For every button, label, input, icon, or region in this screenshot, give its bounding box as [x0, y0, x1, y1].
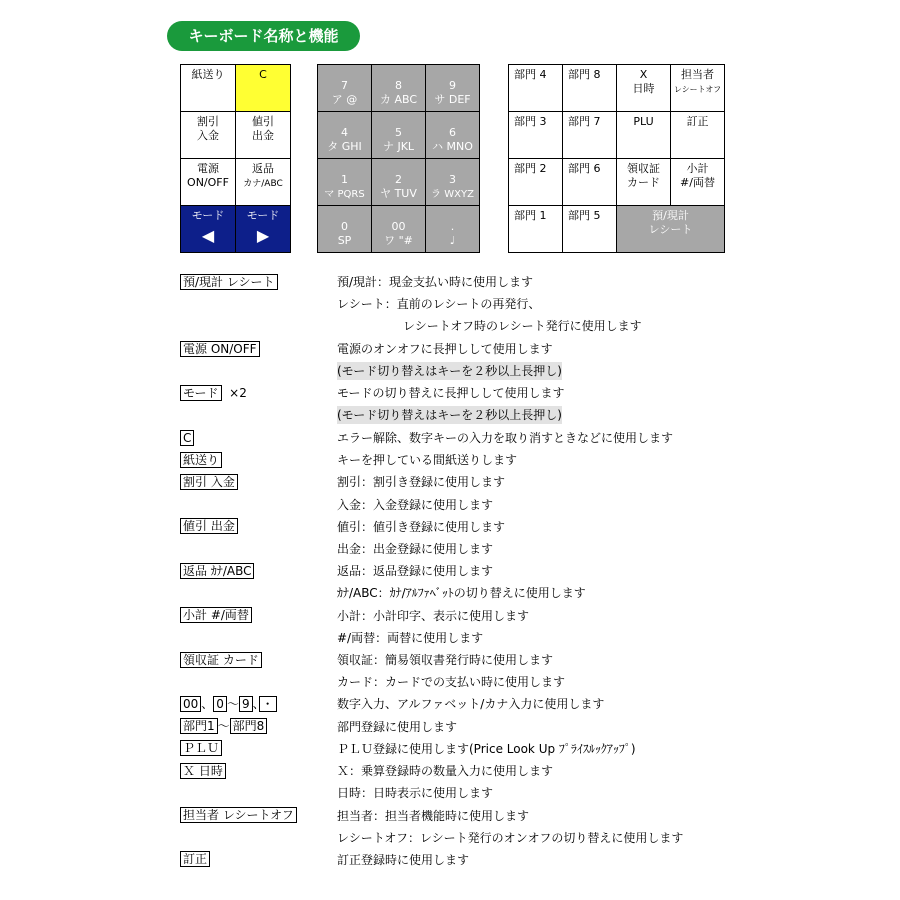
label-plu: ＰＬＵ [180, 740, 222, 756]
power-key: 電源 ON/OFF [181, 159, 235, 205]
receipt-card-key: 領収証 カード [617, 159, 670, 205]
description-line: 電源のオンオフに長押しして使用します [337, 342, 553, 356]
description-line: レシートオフ時のレシート発行に使用します [403, 319, 642, 333]
description-line: 値引：値引き登録に使用します [337, 520, 506, 534]
num-key-6: 6 ハ MNO [426, 112, 479, 158]
dept-2-key: 部門 2 [509, 159, 562, 205]
label-mode: モード ×2 [180, 385, 247, 401]
dept-7-key: 部門 7 [563, 112, 616, 158]
num-key-7: 7 ア @ [318, 65, 371, 111]
mode-right-key: モード ▶ [236, 206, 290, 252]
description-line: ｶﾅ/ABC：ｶﾅ/ｱﾙﾌｧﾍﾞｯﾄの切り替えに使用します [337, 586, 586, 600]
num-key-3: 3 ラ WXYZ [426, 159, 479, 205]
description-note: (モード切り替えはキーを２秒以上長押し) [337, 364, 562, 378]
description-line: モードの切り替えに長押しして使用します [337, 386, 565, 400]
paper-feed-key: 紙送り [181, 65, 235, 111]
left-arrow-icon: ◀ [201, 226, 215, 245]
description-line: 入金：入金登録に使用します [337, 498, 494, 512]
description-line: 預/現計：現金支払い時に使用します [337, 275, 534, 289]
label-paper-feed: 紙送り [180, 452, 222, 468]
num-key-00: 00 ワ "# [372, 206, 425, 252]
description-line: 訂正登録時に使用します [337, 853, 470, 867]
function-key-panel [180, 64, 291, 253]
description-line: 小計：小計印字、表示に使用します [337, 609, 530, 623]
label-discount-deposit: 割引 入金 [180, 474, 238, 490]
x-datetime-key: X 日時 [617, 65, 670, 111]
description-line: 部門登録に使用します [337, 720, 458, 734]
num-key-0: 0 SP [318, 206, 371, 252]
description-note: (モード切り替えはキーを２秒以上長押し) [337, 408, 562, 422]
description-line: 出金：出金登録に使用します [337, 542, 494, 556]
clear-key: C [236, 65, 290, 111]
label-x-datetime: Ｘ 日時 [180, 763, 226, 779]
label-price-discount-withdrawal: 値引 出金 [180, 518, 238, 534]
description-line: 日時：日時表示に使用します [337, 786, 494, 800]
num-key-8: 8 カ ABC [372, 65, 425, 111]
dept-8-key: 部門 8 [563, 65, 616, 111]
description-line: レシートオフ：レシート発行のオンオフの切り替えに使用します [337, 831, 684, 845]
description-line: ＰＬＵ登録に使用します(Price Look Up ﾌﾟﾗｲｽﾙｯｸｱｯﾌﾟ) [337, 742, 636, 756]
description-line: 数字入力、アルファベット/カナ入力に使用します [337, 697, 605, 711]
right-arrow-icon: ▶ [256, 226, 270, 245]
label-clear: C [180, 430, 194, 446]
dept-4-key: 部門 4 [509, 65, 562, 111]
label-subtotal: 小計 #/両替 [180, 607, 252, 623]
label-deposit-receipt: 預/現計 レシート [180, 274, 278, 290]
deposit-total-receipt-key: 預/現計 レシート [617, 206, 724, 252]
label-staff-receipt-off: 担当者 レシートオフ [180, 807, 297, 823]
label-power: 電源 ON/OFF [180, 341, 260, 357]
correct-key: 訂正 [671, 112, 724, 158]
description-line: 領収証：簡易領収書発行時に使用します [337, 653, 554, 667]
description-line: 割引：割引き登録に使用します [337, 475, 506, 489]
price-discount-withdrawal-key: 値引 出金 [236, 112, 290, 158]
description-line: 返品：返品登録に使用します [337, 564, 494, 578]
label-return-kana: 返品 ｶﾅ/ABC [180, 563, 254, 579]
num-key-5: 5 ナ JKL [372, 112, 425, 158]
num-key-2: 2 ヤ TUV [372, 159, 425, 205]
num-key-dot: . ♩ [426, 206, 479, 252]
description-line: Ｘ：乗算登録時の数量入力に使用します [337, 764, 554, 778]
page-title: キーボード名称と機能 [167, 21, 360, 51]
description-line: エラー解除、数字キーの入力を取り消すときなどに使用します [337, 431, 674, 445]
dept-3-key: 部門 3 [509, 112, 562, 158]
num-key-1: 1 マ PQRS [318, 159, 371, 205]
label-department-keys: 部門1 ～ 部門8 [180, 718, 267, 734]
discount-deposit-key: 割引 入金 [181, 112, 235, 158]
return-kana-key: 返品 カナ/ABC [236, 159, 290, 205]
num-key-4: 4 タ GHI [318, 112, 371, 158]
dept-5-key: 部門 5 [563, 206, 616, 252]
num-key-9: 9 サ DEF [426, 65, 479, 111]
dept-1-key: 部門 1 [509, 206, 562, 252]
label-receipt-card: 領収証 カード [180, 652, 262, 668]
description-line: レシート：直前のレシートの再発行、 [337, 297, 541, 311]
label-numeric-keys: 00 、 0 ～ 9 、 ・ [180, 696, 277, 712]
department-key-panel [508, 64, 725, 253]
description-line: #/両替：両替に使用します [337, 631, 484, 645]
mode-left-key: モード ◀ [181, 206, 235, 252]
plu-key: PLU [617, 112, 670, 158]
subtotal-key: 小計 #/両替 [671, 159, 724, 205]
description-line: カード：カードでの支払い時に使用します [337, 675, 566, 689]
staff-key: 担当者 レシートオフ [671, 65, 724, 111]
description-line: キーを押している間紙送りします [337, 453, 518, 467]
numeric-key-panel [317, 64, 480, 253]
description-line: 担当者：担当者機能時に使用します [337, 809, 530, 823]
label-correct: 訂正 [180, 851, 210, 867]
dept-6-key: 部門 6 [563, 159, 616, 205]
